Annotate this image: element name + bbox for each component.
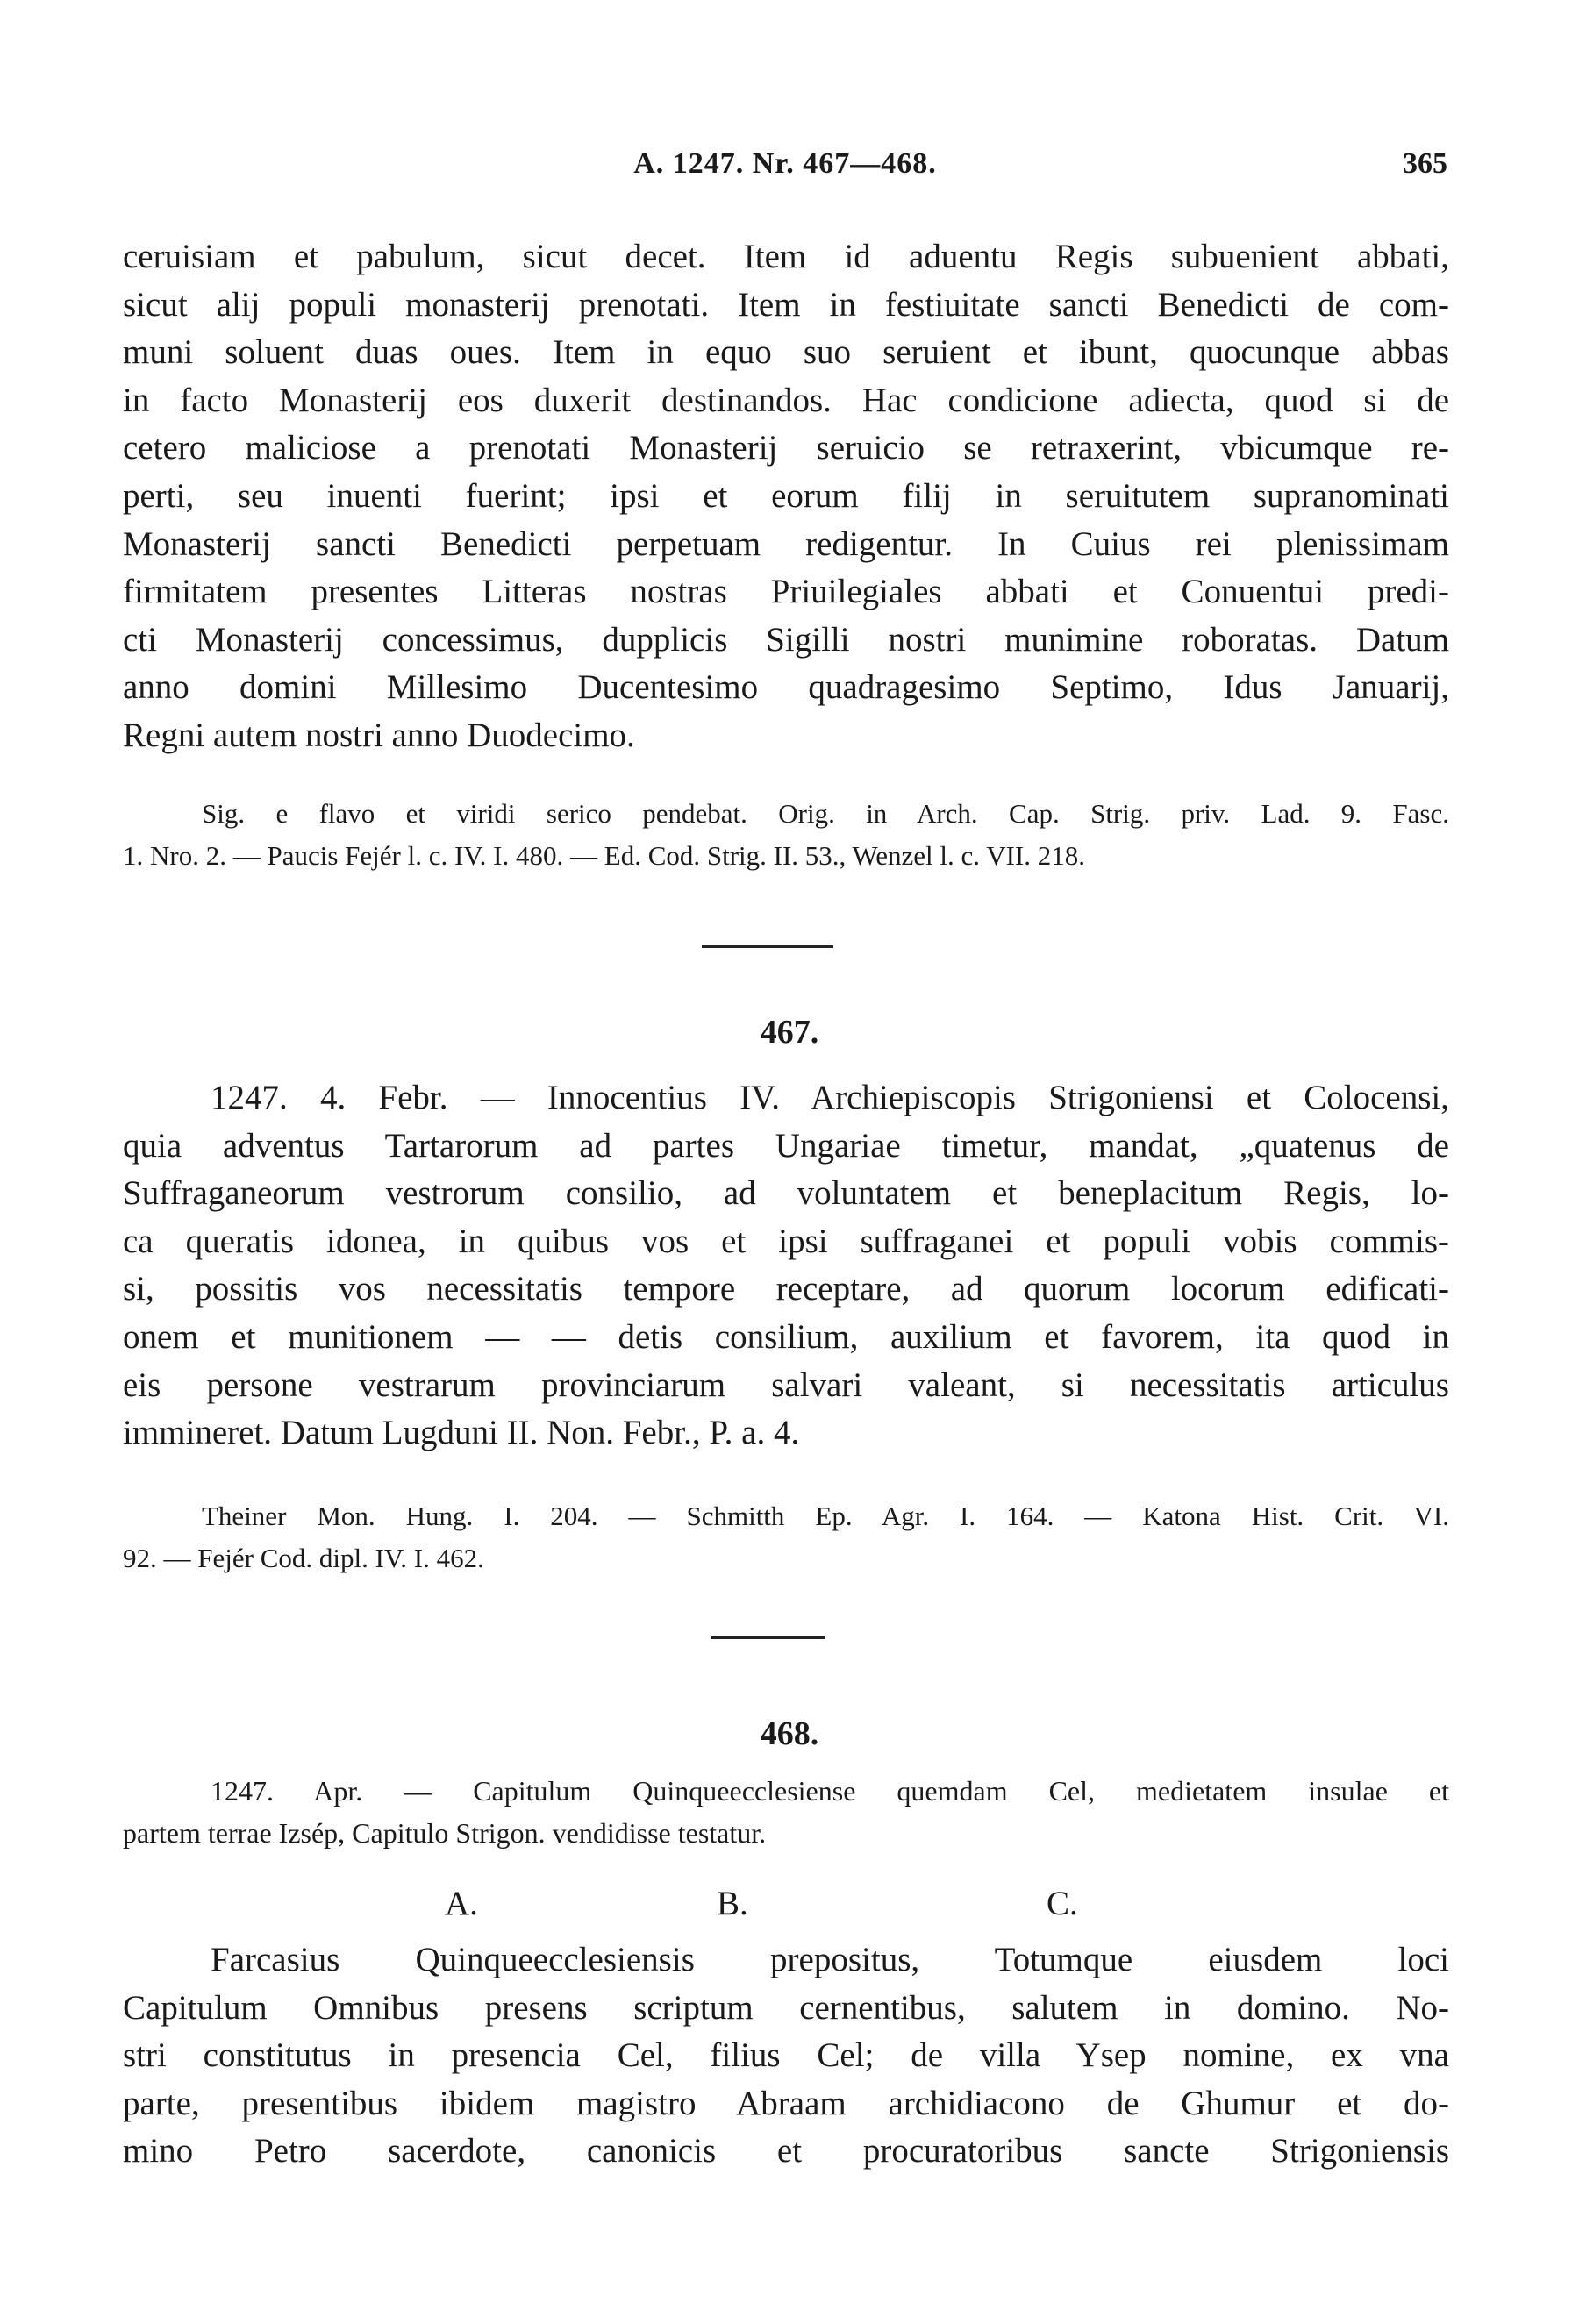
text-line: cetero maliciose a prenotati Monasterij seruicio se retraxerint, vbicumque re- <box>123 429 1449 467</box>
text-line: perti, seu inuenti fuerint; ipsi et eorum filij in seruitutem supranominati <box>123 476 1449 515</box>
text-line: si, possitis vos necessitatis tempore receptare, ad quorum locorum edificati- <box>123 1270 1449 1308</box>
text-line: in facto Monasterij eos duxerit destinandos. Hac condicione adiecta, quod si de <box>123 381 1449 419</box>
siglum: A. <box>445 1885 478 1922</box>
text-line: ca queratis idonea, in quibus vos et ipsi suffraganei et populi vobis commis- <box>123 1222 1449 1260</box>
siglum: B. <box>717 1885 748 1922</box>
text-line: Regni autem nostri anno Duodecimo. <box>123 716 635 754</box>
note-line: Theiner Mon. Hung. I. 204. — Schmitth Ep. Agr. I. 164. — Katona Hist. Crit. VI. <box>202 1501 1449 1531</box>
summary-line: partem terrae Izsép, Capitulo Strigon. vendidisse testatur. <box>123 1817 767 1849</box>
summary-line: 1247. Apr. — Capitulum Quinqueecclesiense quemdam Cel, medietatem insulae et <box>211 1775 1449 1807</box>
text-line: eis persone vestrarum provinciarum salvari valeant, si necessitatis articulus <box>123 1365 1449 1404</box>
section-divider <box>711 1636 825 1639</box>
section-divider <box>702 945 833 948</box>
text-line: ceruisiam et pabulum, sicut decet. Item id aduentu Regis subuenient abbati, <box>123 238 1449 275</box>
note-line: 1. Nro. 2. — Paucis Fejér l. c. IV. I. 480. — Ed. Cod. Strig. II. 53., Wenzel l. c. VII. 218. <box>123 840 1086 871</box>
charter-number: 467. <box>760 1014 819 1051</box>
text-line: immineret. Datum Lugduni II. Non. Febr., P. a. 4. <box>123 1414 800 1452</box>
text-line: sicut alij populi monasterij prenotati. Item in festiuitate sancti Benedicti de com- <box>123 285 1449 324</box>
charter-468-text <box>123 1936 1449 2176</box>
text-line: Capitulum Omnibus presens scriptum cernentibus, salutem in domino. No- <box>123 1988 1449 2027</box>
running-title: A. 1247. Nr. 467—468. <box>633 147 937 180</box>
charter-number: 468. <box>760 1715 819 1752</box>
note-line: 92. — Fejér Cod. dipl. IV. I. 462. <box>123 1543 484 1573</box>
text-line: Suffraganeorum vestrorum consilio, ad voluntatem et beneplacitum Regis, lo- <box>123 1174 1449 1213</box>
note-line: Sig. e flavo et viridi serico pendebat. Orig. in Arch. Cap. Strig. priv. Lad. 9. Fasc. <box>202 798 1449 829</box>
siglum: C. <box>1047 1885 1078 1922</box>
text-line: stri constitutus in presencia Cel, filius Cel; de villa Ysep nomine, ex vna <box>123 2036 1449 2075</box>
text-line: Farcasius Quinqueecclesiensis prepositus, Totumque eiusdem loci <box>211 1941 1449 1978</box>
text-line: firmitatem presentes Litteras nostras Priuilegiales abbati et Conuentui predi- <box>123 573 1449 611</box>
text-line: quia adventus Tartarorum ad partes Ungariae timetur, mandat, „quatenus de <box>123 1126 1449 1165</box>
page-number: 365 <box>1403 147 1447 180</box>
text-line: anno domini Millesimo Ducentesimo quadragesimo Septimo, Idus Januarij, <box>123 668 1449 707</box>
charter-467-text <box>123 1074 1449 1458</box>
text-line: onem et munitionem — — detis consilium, auxilium et favorem, ita quod in <box>123 1317 1449 1356</box>
charter-466-text <box>123 233 1449 760</box>
charter-467-note <box>123 1495 1449 1579</box>
charter-468-summary <box>123 1770 1449 1854</box>
text-line: muni soluent duas oues. Item in equo suo seruient et ibunt, quocunque abbas <box>123 333 1449 372</box>
text-line: Monasterij sancti Benedicti perpetuam redigentur. In Cuius rei plenissimam <box>123 524 1449 563</box>
text-line: mino Petro sacerdote, canonicis et procuratoribus sancte Strigoniensis <box>123 2132 1449 2171</box>
running-header <box>123 147 1447 191</box>
charter-466-note <box>123 793 1449 877</box>
text-line: 1247. 4. Febr. — Innocentius IV. Archiepiscopis Strigoniensi et Colocensi, <box>211 1079 1449 1116</box>
text-line: cti Monasterij concessimus, dupplicis Sigilli nostri munimine roboratas. Datum <box>123 620 1449 659</box>
text-line: parte, presentibus ibidem magistro Abraam archidiacono de Ghumur et do- <box>123 2084 1449 2122</box>
